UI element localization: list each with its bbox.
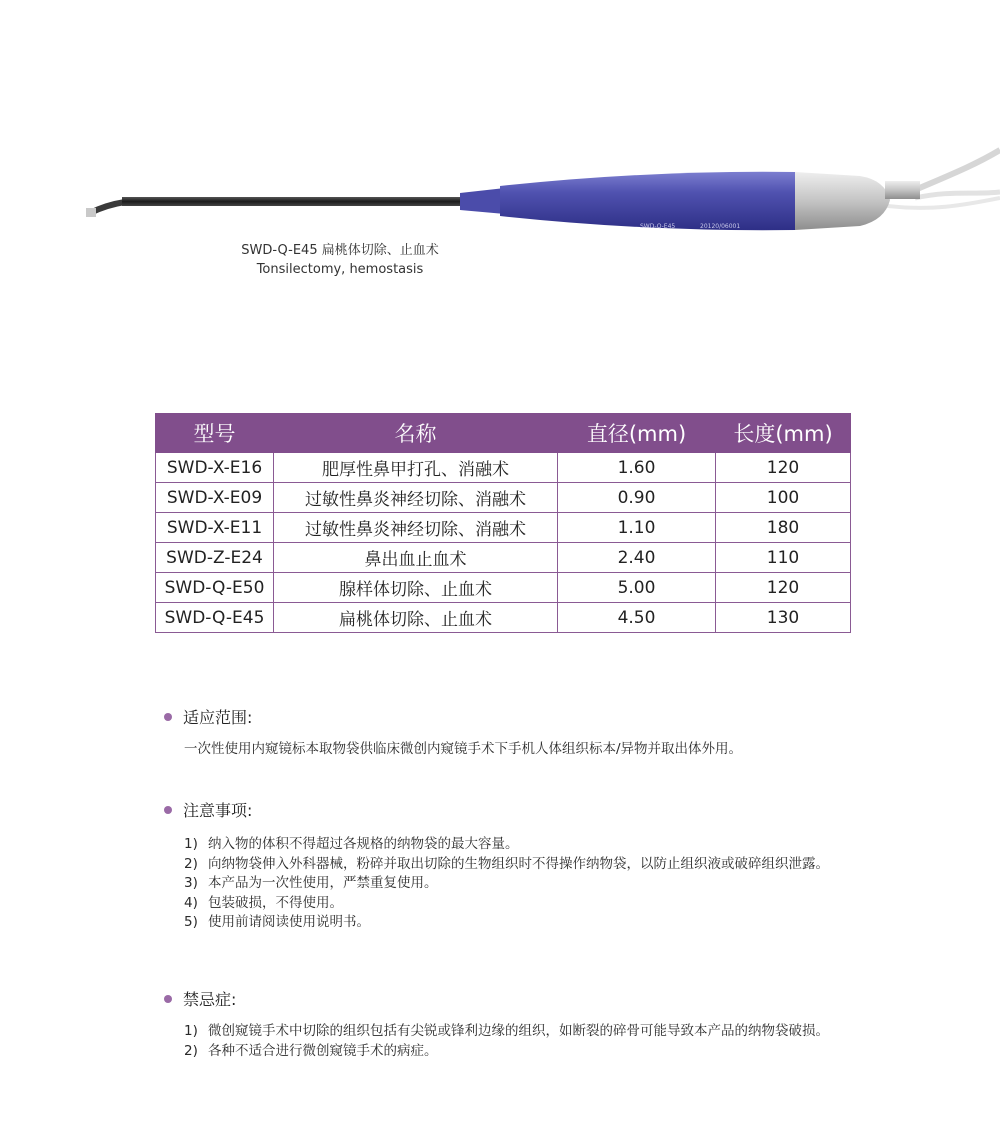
cell-name: 过敏性鼻炎神经切除、消融术 (274, 513, 558, 543)
indication-heading (164, 705, 252, 728)
cell-name: 腺样体切除、止血术 (274, 573, 558, 603)
cell-name: 鼻出血止血术 (274, 543, 558, 573)
bullet-dot-icon (164, 995, 172, 1003)
bullet-dot-icon (164, 806, 172, 814)
cell-diameter: 1.60 (558, 453, 716, 483)
list-item: 1) 微创窥镜手术中切除的组织包括有尖锐或锋利边缘的组织，如断裂的碎骨可能导致本产品的纳物袋破损。 (184, 1023, 829, 1039)
table-row (156, 513, 851, 543)
table-row (156, 573, 851, 603)
table-row (156, 483, 851, 513)
cell-length: 110 (716, 543, 851, 573)
product-image (0, 0, 1000, 240)
list-item: 3) 本产品为一次性使用，严禁重复使用。 (184, 875, 438, 891)
cell-diameter: 5.00 (558, 573, 716, 603)
cell-model: SWD-Q-E50 (156, 573, 274, 603)
spec-table (155, 413, 851, 633)
list-item: 2) 各种不适合进行微创窥镜手术的病症。 (184, 1042, 438, 1059)
list-item: 5) 使用前请阅读使用说明书。 (184, 914, 370, 930)
cell-model: SWD-Q-E45 (156, 603, 274, 633)
precautions-list (184, 835, 874, 933)
contraindications-list (184, 1022, 874, 1061)
cell-model: SWD-X-E11 (156, 513, 274, 543)
indication-title: 适应范围: (183, 708, 253, 727)
contraindications-heading (164, 987, 236, 1010)
svg-text:20120/06001: 20120/06001 (700, 223, 741, 230)
cell-length: 120 (716, 453, 851, 483)
header-diameter: 直径(mm) (558, 414, 716, 453)
cell-model: SWD-X-E09 (156, 483, 274, 513)
list-item: 1) 纳入物的体积不得超过各规格的纳物袋的最大容量。 (184, 836, 519, 852)
header-name: 名称 (274, 414, 558, 453)
contraindications-title: 禁忌症: (183, 990, 237, 1009)
table-row (156, 603, 851, 633)
indication-text: 一次性使用内窥镜标本取物袋供临床微创内窥镜手术下手机人体组织标本/异物并取出体外用。 (184, 741, 743, 757)
precautions-heading (164, 798, 252, 821)
cell-diameter: 4.50 (558, 603, 716, 633)
cell-diameter: 2.40 (558, 543, 716, 573)
caption-model-line: SWD-Q-E45 扁桃体切除、止血术 (241, 243, 439, 258)
cell-model: SWD-X-E16 (156, 453, 274, 483)
cell-length: 120 (716, 573, 851, 603)
list-item: 4) 包装破损，不得使用。 (184, 894, 343, 911)
svg-text:SWD-Q-E45: SWD-Q-E45 (640, 223, 676, 230)
cell-name: 肥厚性鼻甲打孔、消融术 (274, 453, 558, 483)
bullet-dot-icon (164, 713, 172, 721)
cell-length: 180 (716, 513, 851, 543)
cell-diameter: 0.90 (558, 483, 716, 513)
cell-name: 扁桃体切除、止血术 (274, 603, 558, 633)
cell-name: 过敏性鼻炎神经切除、消融术 (274, 483, 558, 513)
electrode-wand-icon (86, 150, 1000, 230)
table-row (156, 453, 851, 483)
cell-length: 100 (716, 483, 851, 513)
header-model: 型号 (156, 414, 274, 453)
table-row (156, 543, 851, 573)
header-length: 长度(mm) (716, 414, 851, 453)
list-item: 2) 向纳物袋伸入外科器械，粉碎并取出切除的生物组织时不得操作纳物袋，以防止组织液或破碎组织泄露。 (184, 855, 829, 872)
cell-length: 130 (716, 603, 851, 633)
precautions-title: 注意事项: (183, 801, 253, 820)
caption-english-line: Tonsilectomy, hemostasis (256, 262, 424, 277)
table-header-row (156, 414, 851, 453)
product-caption (200, 241, 480, 279)
cell-diameter: 1.10 (558, 513, 716, 543)
cell-model: SWD-Z-E24 (156, 543, 274, 573)
